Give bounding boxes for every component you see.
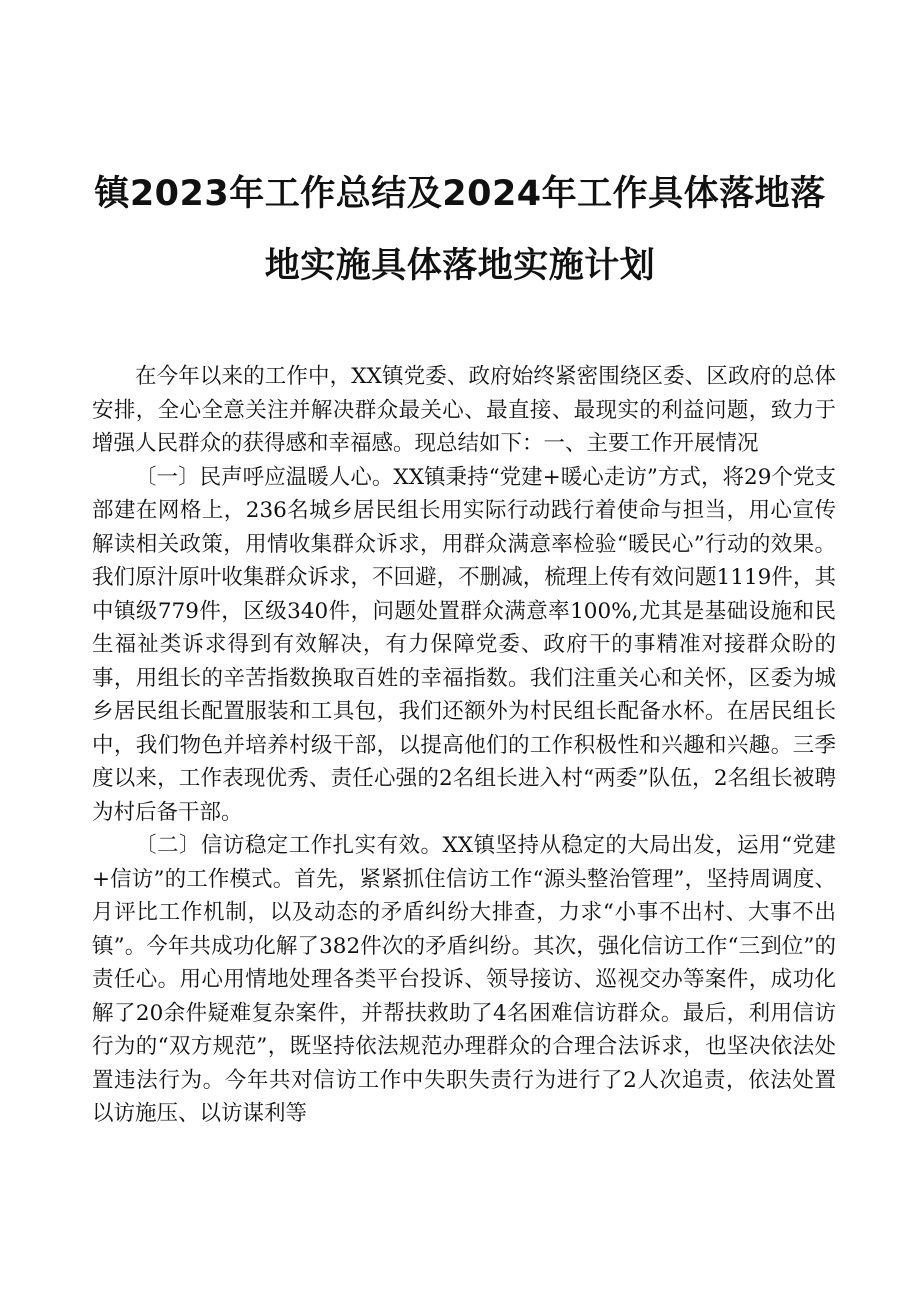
document-title [60,158,860,302]
document-title-line-2: 地实施具体落地实施计划 [264,246,656,286]
paragraph-section-2: 〔二〕信访稳定工作扎实有效。XX镇坚持从稳定的大局出发，运用“党建+信访”的工作模式。首先，紧紧抓住信访工作“源头整治管理”，坚持周调度、月评比工作机制，以及动态的矛盾纠纷大排查，力求“小事不出村、大事不出镇”。今年共成功化解了382件次的矛盾纠纷。其次，强化信访工作“三到位”的责任心。用心用情地处理各类平台投诉、领导接访、巡视交办等案件，成功化解了20余件疑难复杂案件，并帮扶救助了4名困难信访群众。最后，利用信访行为的“双方规范”，既坚持依法规范办理群众的合理合法诉求，也坚决依法处置违法行为。今年共对信访工作中失职失责行为进行了2人次追责，依法处置以访施压、以访谋利等 [92,833,836,1126]
paragraph-section-1: 〔一〕民声呼应温暖人心。XX镇秉持“党建+暖心走访”方式，将29个党支部建在网格上，236名城乡居民组长用实际行动践行着使命与担当，用心宣传解读相关政策，用情收集群众诉求，用群众满意率检验“暖民心”行动的效果。我们原汁原叶收集群众诉求，不回避，不删减，梳理上传有效问题1119件，其中镇级779件，区级340件，问题处置群众满意率100%,尤其是基础设施和民生福祉类诉求得到有效解决，有力保障党委、政府干的事精准对接群众盼的事，用组长的辛苦指数换取百姓的幸福指数。我们注重关心和关怀，区委为城乡居民组长配置服装和工具包，我们还额外为村民组长配备水杯。在居民组长中，我们物色并培养村级干部，以提高他们的工作积极性和兴趣和兴趣。三季度以来，工作表现优秀、责任心强的2名组长进入村“两委”队伍，2名组长被聘为村后备干部。 [92,464,836,825]
document-title-line-1: 镇2023年工作总结及2024年工作具体落地落 [94,174,826,214]
document-body [92,360,836,1131]
paragraph-intro: 在今年以来的工作中，XX镇党委、政府始终紧密围绕区委、区政府的总体安排，全心全意关注并解决群众最关心、最直接、最现实的利益问题，致力于增强人民群众的获得感和幸福感。现总结如下：一、主要工作开展情况 [92,364,836,456]
